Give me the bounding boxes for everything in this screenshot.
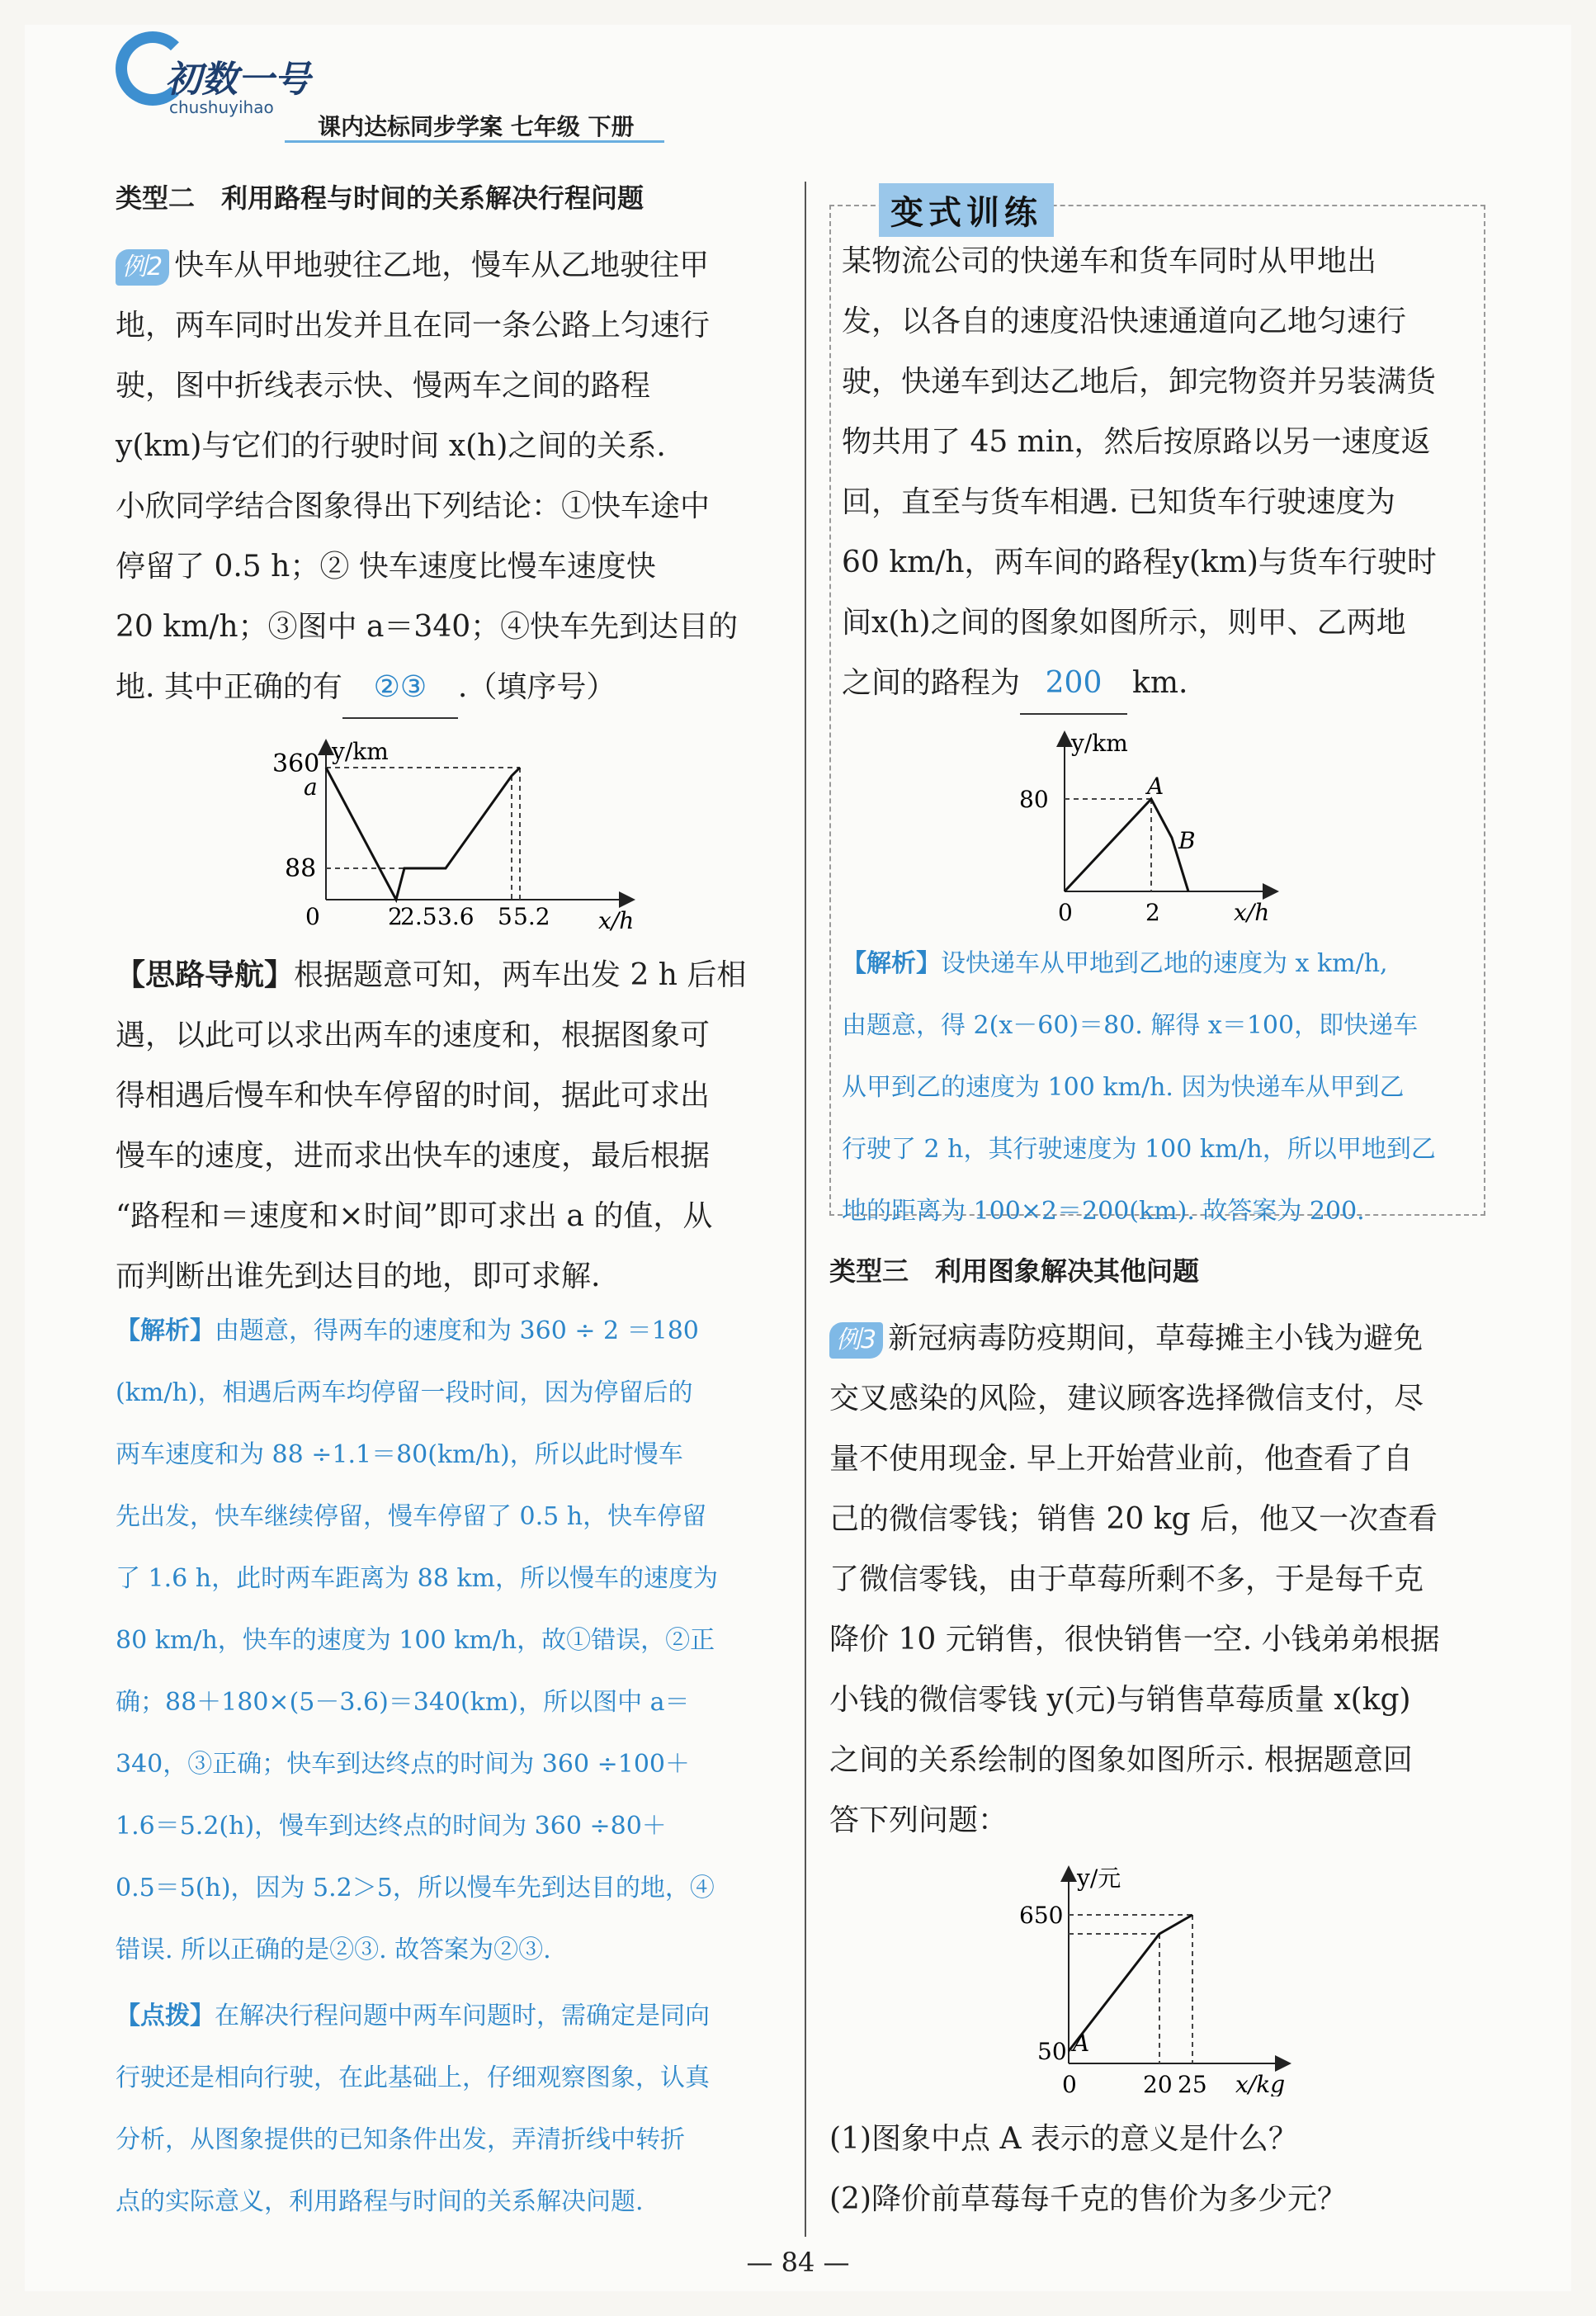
example-line-1: 例2 快车从甲地驶往乙地，慢车从乙地驶往甲 [116, 235, 776, 295]
variant-solution-label: 【解析】 [842, 949, 941, 978]
xtick-5: 5 [498, 903, 512, 930]
xtick-2: 2 [388, 903, 403, 930]
xtick-20: 20 [1143, 2071, 1173, 2096]
example-line-4: y(km)与它们的行驶时间 x(h)之间的关系. [116, 429, 666, 463]
y-axis-label: y/km [1071, 730, 1128, 757]
questions [829, 2109, 1490, 2229]
example-line-8: 地. 其中正确的有 ②③ .（填序号） [116, 657, 776, 719]
header-title: 课内达标同步学案 七年级 下册 [318, 113, 635, 140]
example-3: 例3 新冠病毒防疫期间，草莓摊主小钱为避免 交叉感染的风险，建议顾客选择微信支付，尽 量不使用现金. 早上开始营业前，他查看了自 己的微信零钱；销售 20 kg 后，他又一次查看 了微信零钱，由于草莓所剩不多，于是每千克 降价 10 元销售，很快销售一空. 小钱弟弟根据 小钱的微信零钱 y(元)与销售草莓质量 x(kg) 之间的关系绘制的图象如图所示. 根据题意回 答下列问题： [829, 1321, 1440, 1837]
xtick-36: 3.6 [437, 903, 475, 930]
example-tag: 例2 [116, 249, 169, 286]
x-axis-label: x/h [1234, 899, 1270, 926]
xtick-2: 2 [1145, 899, 1160, 926]
example-3-tag: 例3 [829, 1322, 883, 1359]
xtick-52: 5.2 [513, 903, 550, 930]
variant-problem: 某物流公司的快递车和货车同时从甲地出 发，以各自的速度沿快速通道向乙地匀速行 驶，快递车到达乙地后，卸完物资并另装满货 物共用了 45 min，然后按原路以另一速度返 回，直至与货车相遇. 已知货车行驶速度为 60 km/h，两车间的路程y(km)与货车行驶时 间x(h)之间的图象如图所示，则甲、乙两地 之间的路程为 200 km. [842, 231, 1477, 715]
distance-polyline [326, 768, 520, 900]
distance-time-graph [264, 735, 652, 933]
ytick-650: 650 [1019, 1902, 1064, 1929]
example-2 [116, 235, 776, 719]
wechat-balance-graph [1019, 1861, 1300, 2096]
variant-solution: 【解析】设快递车从甲地到乙地的速度为 x km/h, 由题意，得 2(x－60)＝80. 解得 x＝100，即快递车 从甲到乙的速度为 100 km/h. 因为快递车从甲到乙 行驶了 2 h，其行驶速度为 100 km/h，所以甲地到乙 地的距离为 100×2＝200(km). 故答案为 200. [842, 949, 1436, 1226]
example-line-3: 驶，图中折线表示快、慢两车之间的路程 [116, 369, 651, 403]
ytick-a: a [304, 773, 318, 801]
origin-label: 0 [305, 903, 320, 930]
x-axis-label: x/h [598, 907, 635, 933]
x-axis-label: x/kg [1235, 2071, 1286, 2096]
hint-label: 【思路导航】 [116, 958, 295, 992]
origin-label: 0 [1062, 2071, 1077, 2096]
example-line-2: 地，两车同时出发并且在同一条公路上匀速行 [116, 309, 711, 343]
tip-label: 【点拨】 [116, 2002, 215, 2030]
xtick-25: 25 [1178, 2071, 1207, 2096]
tip: 【点拨】在解决行程问题中两车问题时，需确定是同向 行驶还是相向行驶，在此基础上，仔细观察图象，认真 分析，从图象提供的已知条件出发，弄清折线中转折 点的实际意义，利用路程与时间的关系解决问题. [116, 2002, 710, 2216]
column-divider [805, 182, 806, 2237]
example-line-5: 小欣同学结合图象得出下列结论：①快车途中 [116, 489, 711, 523]
point-a-label: A [1147, 773, 1164, 800]
ytick-50: 50 [1037, 2038, 1067, 2065]
question-1: (1)图象中点 A 表示的意义是什么？ [829, 2122, 1298, 2156]
y-axis-label: y/元 [1077, 1865, 1121, 1892]
answer-blank: ②③ [342, 657, 458, 719]
example-line-6: 停留了 0.5 h；② 快车速度比慢车速度快 [116, 550, 656, 584]
logo-title: 初数一号 [165, 59, 310, 101]
example-line-7: 20 km/h；③图中 a＝340；④快车先到达目的 [116, 610, 739, 644]
section-title-type2: 类型二 利用路程与时间的关系解决行程问题 [116, 182, 645, 214]
logo-pinyin: chushuyihao [169, 97, 274, 117]
header-underline [285, 140, 664, 143]
origin-label: 0 [1058, 899, 1073, 926]
variant-answer-blank: 200 [1020, 653, 1127, 715]
page-number: — 84 — [746, 2247, 850, 2278]
ytick-80: 80 [1019, 786, 1049, 813]
variant-graph [1015, 726, 1287, 929]
thinking-guide: 【思路导航】根据题意可知，两车出发 2 h 后相 遇，以此可以求出两车的速度和，根据图象可 得相遇后慢车和快车停留的时间，据此可求出 慢车的速度，进而求出快车的速度，最后根据 “路程和＝速度和×时间”即可求出 a 的值，从 而判断出谁先到达目的地，即可求解. [116, 958, 747, 1293]
ytick-360: 360 [272, 749, 320, 778]
solution: 【解析】由题意，得两车的速度和为 360 ÷ 2 ＝180 (km/h)，相遇后两车均停留一段时间，因为停留后的 两车速度和为 88 ÷1.1＝80(km/h)，所以此时慢车 先出发，快车继续停留，慢车停留了 0.5 h，快车停留 了 1.6 h，此时两车距离为 88 km，所以慢车的速度为 80 km/h，快车的速度为 100 km/h，故①错误，②正 确；88＋180×(5－3.6)＝340(km)，所以图中 a＝ 340，③正确；快车到达终点的时间为 360 ÷100＋ 1.6＝5.2(h)，慢车到达终点的时间为 360 ÷80＋ 0.5＝5(h)，因为 5.2＞5，所以慢车先到达目的地，④ 错误. 所以正确的是②③. 故答案为②③. [116, 1316, 718, 1964]
point-b-label: B [1178, 827, 1196, 854]
solution-label: 【解析】 [116, 1316, 215, 1345]
variant-practice-title: 变式训练 [879, 183, 1054, 237]
question-2: (2)降价前草莓每千克的售价为多少元？ [829, 2182, 1347, 2216]
ytick-88: 88 [285, 854, 317, 883]
y-axis-label: y/km [332, 738, 389, 765]
section-title-type3: 类型三 利用图象解决其他问题 [829, 1255, 1200, 1287]
xtick-25: 2.5 [400, 903, 437, 930]
distance-polyline [1065, 799, 1188, 891]
point-a-label: A [1073, 2030, 1090, 2057]
